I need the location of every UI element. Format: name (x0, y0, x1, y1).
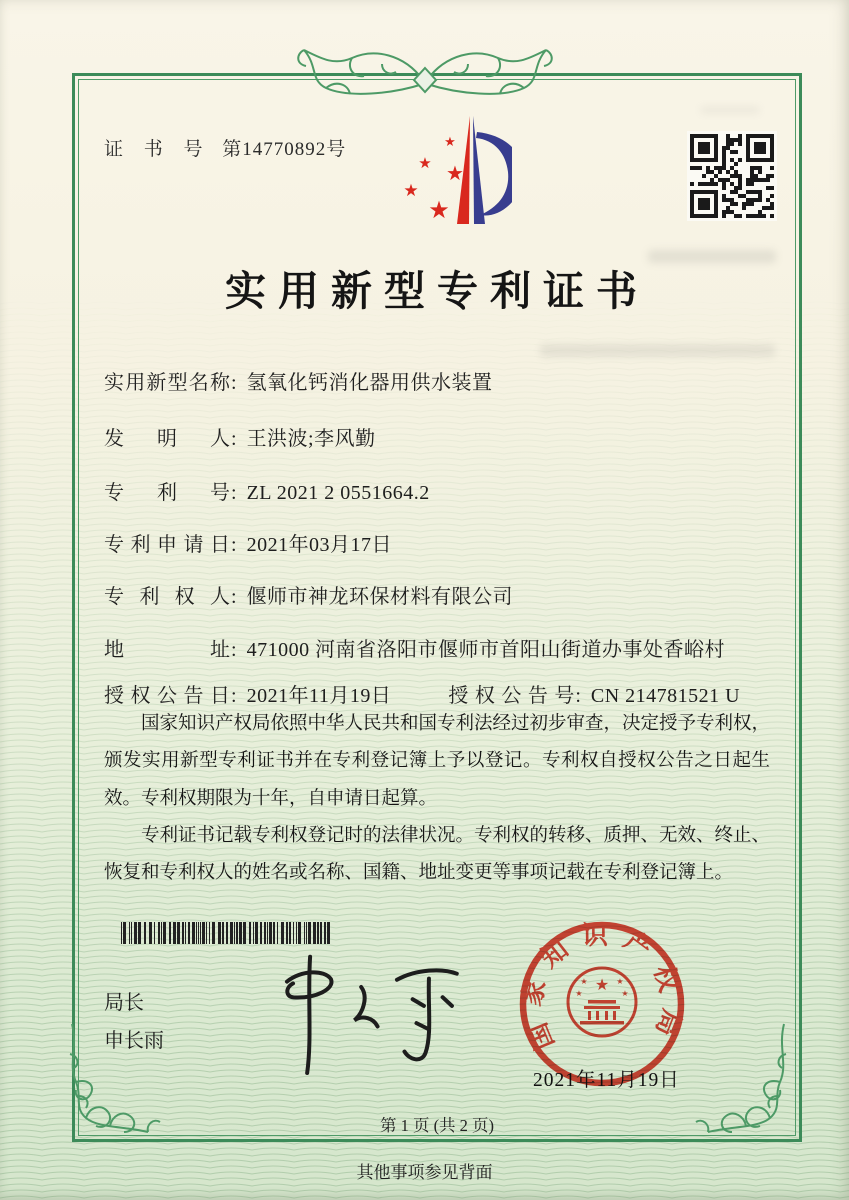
logo-wedge-blue (473, 116, 485, 224)
legal-paragraph-2: 专利证书记载专利权登记时的法律状况。专利权的转移、质押、无效、终止、恢复和专利权人的姓名或名称、国籍、地址变更等事项记载在专利登记簿上。 (104, 826, 771, 884)
certificate-number (104, 134, 346, 161)
field-address: 地址: 471000 河南省洛阳市偃师市首阳山街道办事处香峪村 (104, 639, 726, 661)
svg-text:★: ★ (594, 975, 610, 994)
seal-date: 2021年11月19日 (533, 1070, 680, 1091)
field-utility-model-name: 实用新型名称: 氢氧化钙消化器用供水装置 (104, 372, 493, 394)
certificate-number-value: 第14770892号 (222, 139, 347, 160)
svg-text:★: ★ (446, 161, 464, 185)
svg-text:★: ★ (428, 196, 450, 224)
certificate-title: 实用新型专利证书 (225, 268, 649, 314)
svg-text:★: ★ (444, 135, 456, 150)
page-number: 第 1 页 (共 2 页) (379, 1116, 495, 1135)
field-patentee: 专利权人: 偃师市神龙环保材料有限公司 (104, 586, 514, 608)
commissioner-block (104, 984, 164, 1060)
field-grant-number: 授权公告号: CN 214781521 U (448, 685, 741, 707)
svg-text:★: ★ (418, 154, 432, 172)
seal-ring-text: 国家知识产权局 (516, 920, 688, 1054)
field-inventor: 发明人: 王洪波;李风勤 (104, 428, 376, 450)
field-grant-date: 授权公告日: 2021年11月19日 (104, 685, 392, 707)
svg-text:★: ★ (580, 977, 588, 986)
svg-text:★: ★ (403, 181, 419, 201)
field-grant-row (104, 679, 740, 708)
certificate-number-label: 证 书 号 (104, 139, 211, 160)
barcode-icon (121, 922, 333, 944)
cnipa-logo-icon (362, 110, 512, 240)
field-filing-date: 专利申请日: 2021年03月17日 (104, 534, 393, 556)
national-emblem-icon (568, 968, 636, 1036)
five-red-stars-icon (403, 135, 464, 224)
commissioner-name: 申长雨 (104, 1030, 164, 1052)
svg-text:★: ★ (621, 989, 629, 998)
top-border-ornament (290, 42, 560, 108)
commissioner-title: 局长 (104, 992, 144, 1014)
legal-text (104, 706, 770, 893)
svg-text:★: ★ (575, 989, 583, 998)
svg-text:★: ★ (616, 977, 624, 986)
handwritten-signature-icon (248, 941, 477, 1079)
back-side-note: 其他事项参见背面 (356, 1163, 493, 1182)
qr-code-icon (687, 131, 777, 221)
field-patent-number: 专利号: ZL 2021 2 0551664.2 (104, 482, 430, 504)
legal-paragraph-1: 国家知识产权局依照中华人民共和国专利法经过初步审查，决定授予专利权，颁发实用新型专利证书并在专利登记簿上予以登记。专利权自授权公告之日起生效。专利权期限为十年，自申请日起算。 (104, 714, 771, 809)
